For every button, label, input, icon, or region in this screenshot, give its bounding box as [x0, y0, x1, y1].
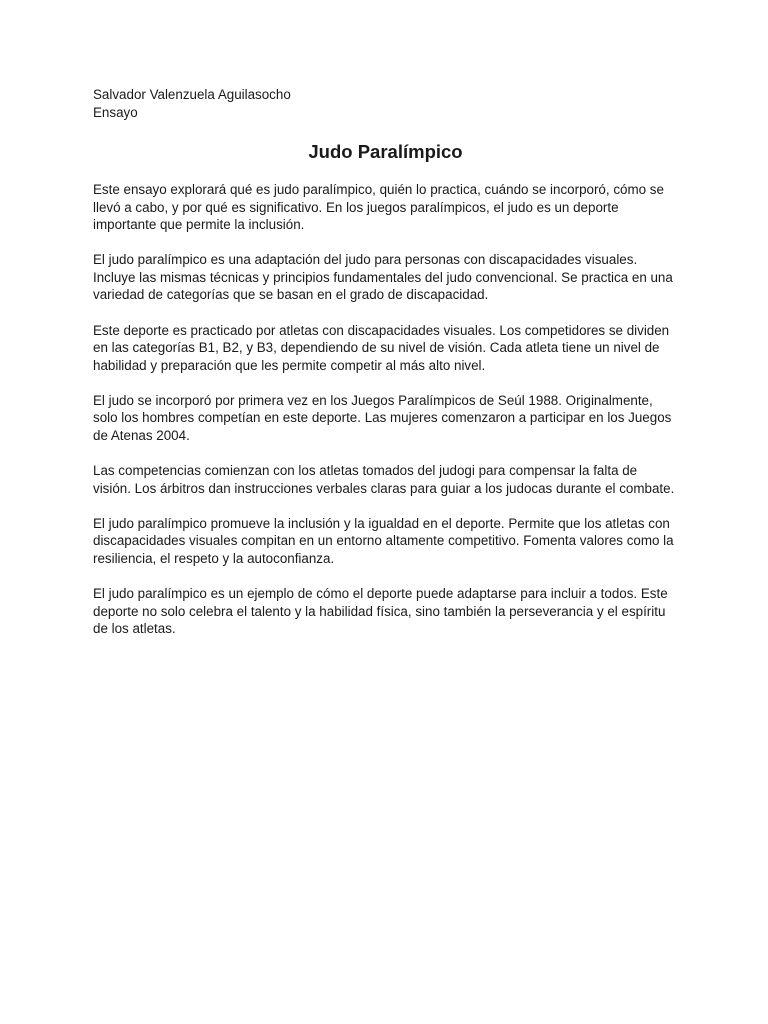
- document-page: [93, 86, 678, 655]
- document-title: Judo Paralímpico: [308, 141, 463, 162]
- paragraph-what-is: El judo paralímpico es una adaptación del judo para personas con discapacidades visuales. Incluye las mismas técnicas y principios fundamentales del judo convencional. Se practica en una variedad de categorías que se basan en el grado de discapacidad.: [93, 252, 673, 303]
- document-type: Ensayo: [93, 104, 138, 120]
- paragraph-conclusion: El judo paralímpico es un ejemplo de cómo el deporte puede adaptarse para incluir a todos. Este deporte no solo celebra el talento y la habilidad física, sino también la perseverancia y el espíritu de los atletas.: [93, 586, 668, 637]
- paragraph-how: Las competencias comienzan con los atletas tomados del judogi para compensar la falta de visión. Los árbitros dan instrucciones verbales claras para guiar a los judocas durante el combate.: [93, 463, 675, 496]
- author-name: Salvador Valenzuela Aguilasocho: [93, 87, 291, 102]
- paragraph-who: Este deporte es practicado por atletas con discapacidades visuales. Los competidores se dividen en las categorías B1, B2, y B3, dependiendo de su nivel de visión. Cada atleta tiene un nivel de habilidad y preparación que les permite competir al más alto nivel.: [93, 322, 670, 373]
- paragraph-why: El judo paralímpico promueve la inclusión y la igualdad en el deporte. Permite que los atletas con discapacidades visuales compitan en un entorno altamente competitivo. Fomenta valores como la resiliencia, el respeto y la autoconfianza.: [93, 515, 674, 566]
- paragraph-when: El judo se incorporó por primera vez en los Juegos Paralímpicos de Seúl 1988. Originalmente, solo los hombres competían en este deporte. Las mujeres comenzaron a participar en los Juegos de Atenas 2004.: [93, 392, 672, 444]
- paragraph-introduction: Este ensayo explorará qué es judo paralímpico, quién lo practica, cuándo se incorporó, cómo se llevó a cabo, y por qué es significativo. En los juegos paralímpicos, el judo es un deporte importante que permite la inclusión.: [93, 182, 664, 233]
